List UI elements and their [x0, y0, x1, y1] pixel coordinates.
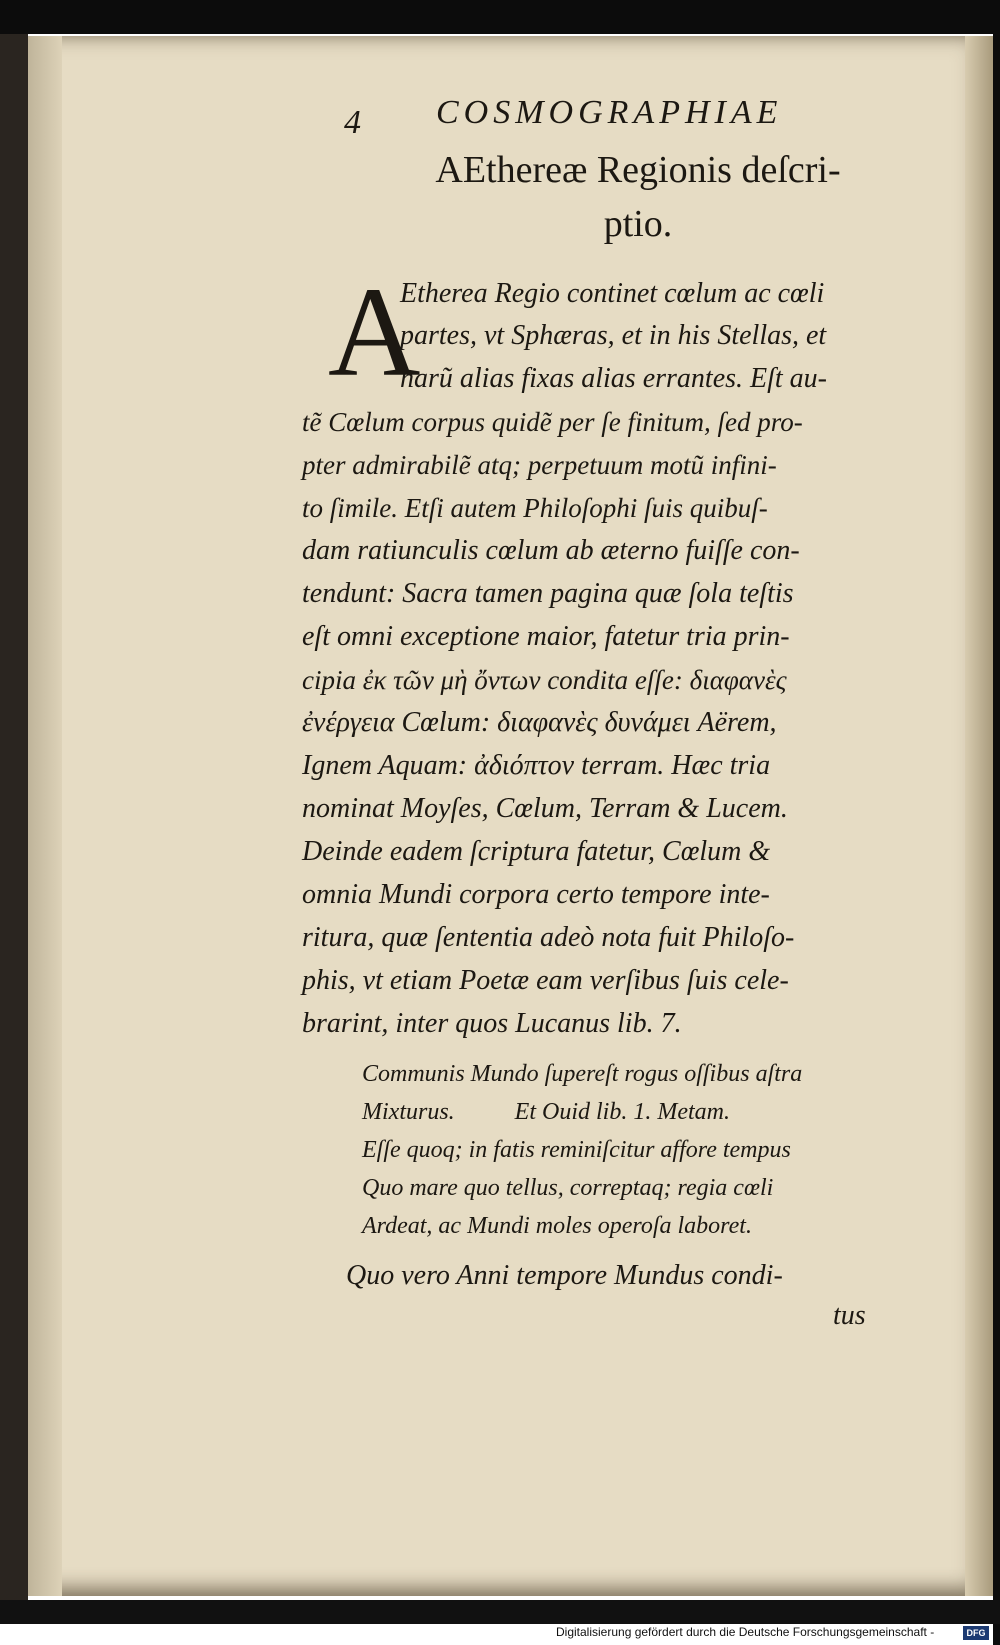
verse-line: Mixturus. Et Ouid lib. 1. Metam.: [362, 1099, 730, 1125]
body-line: harũ alias fixas alias errantes. Eſt au-: [400, 363, 827, 394]
body-line: nominat Moyſes, Cœlum, Terram & Lucem.: [302, 793, 788, 824]
body-line: tẽ Cœlum corpus quidẽ per ſe finitum, ſed pro-: [302, 407, 803, 437]
section-heading-line-1: AEthereæ Regionis deſcri-: [435, 149, 841, 191]
body-line: ritura, quæ ſententia adeò nota fuit Philoſo-: [302, 922, 795, 953]
drop-cap-initial: A: [328, 261, 421, 403]
dfg-logo-text: DFG: [966, 1628, 986, 1638]
body-line: ἐνέργεια Cœlum: διαφανὲς δυνάμει Aërem,: [302, 707, 777, 738]
body-line: tendunt: Sacra tamen pagina quæ ſola teſtis: [302, 578, 794, 609]
body-line: pter admirabilẽ atq; perpetuum motũ infini-: [302, 450, 777, 480]
body-line: Deinde eadem ſcriptura fatetur, Cœlum &: [302, 836, 771, 867]
page-text: [28, 36, 993, 1596]
scan-top-border: [0, 0, 1000, 34]
verse-line: Ardeat, ac Mundi moles operoſa laboret.: [362, 1213, 752, 1239]
catchword: tus: [833, 1300, 866, 1331]
body-line: partes, vt Sphæras, et in his Stellas, et: [400, 320, 827, 351]
verse-line: Communis Mundo ſupereſt rogus oſſibus aſtra: [362, 1061, 803, 1087]
book-page: [28, 36, 993, 1596]
body-line: to ſimile. Etſi autem Philoſophi ſuis quibuſ-: [302, 493, 768, 523]
verse-line: Eſſe quoq; in fatis reminiſcitur affore tempus: [362, 1137, 791, 1163]
body-line: omnia Mundi corpora certo tempore inte-: [302, 879, 770, 910]
body-line: brarint, inter quos Lucanus lib. 7.: [302, 1008, 682, 1039]
running-head: COSMOGRAPHIAE: [436, 94, 783, 131]
scan-bottom-border: [0, 1600, 1000, 1624]
scan-right-border: [993, 0, 1000, 1645]
body-line: dam ratiunculis cœlum ab æterno fuiſſe con-: [302, 535, 800, 566]
closing-line: Quo vero Anni tempore Mundus condi-: [346, 1260, 783, 1291]
verse-line: Quo mare quo tellus, correptaq; regia cœli: [362, 1175, 774, 1201]
body-line: Etherea Regio continet cœlum ac cœli: [400, 278, 825, 309]
body-line: Ignem Aquam: ἀδιόπτον terram. Hæc tria: [302, 750, 771, 781]
section-heading-line-2: ptio.: [603, 203, 673, 245]
body-line: cipia ἐκ τῶν μὴ ὄντων condita eſſe: διαφανὲς: [302, 665, 787, 695]
digitization-credit: Digitalisierung gefördert durch die Deutsche Forschungsgemeinschaft -: [556, 1625, 935, 1639]
body-line: eſt omni exceptione maior, fatetur tria prin-: [302, 621, 790, 652]
dfg-logo-icon: [963, 1626, 989, 1640]
book-edge: [0, 34, 28, 1604]
body-line: phis, vt etiam Poetæ eam verſibus ſuis cele-: [302, 965, 789, 996]
page-number: 4: [344, 104, 361, 141]
